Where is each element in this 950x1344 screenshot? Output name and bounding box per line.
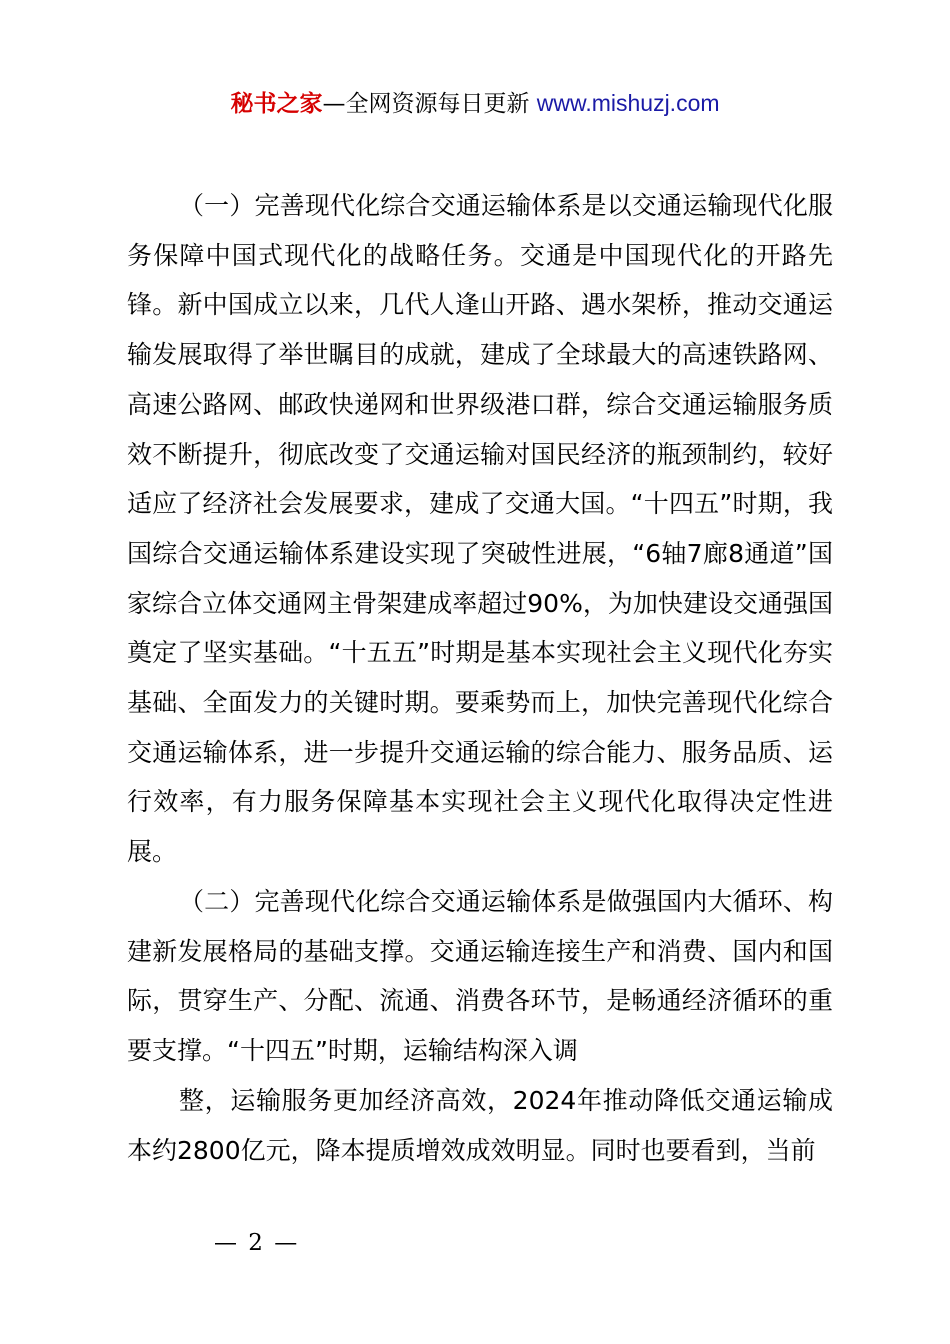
site-header [0,86,950,121]
site-tagline: —全网资源每日更新 [322,91,537,117]
paragraph-continuation: 整，运输服务更加经济高效，2024年推动降低交通运输成本约2800亿元，降本提质增效成效明显。同时也要看到，当前 [127,1086,833,1165]
site-name: 秘书之家 [230,91,323,117]
page-number: — 2 — [214,1230,300,1256]
site-url-link[interactable]: www.mishuzj.com [536,90,720,116]
paragraph-section-two: （二）完善现代化综合交通运输体系是做强国内大循环、构建新发展格局的基础支撑。交通运输连接生产和消费、国内和国际，贯穿生产、分配、流通、消费各环节，是畅通经济循环的重要支撑。“十四五”时期，运输结构深入调 [127,887,833,1066]
paragraph-section-one: （一）完善现代化综合交通运输体系是以交通运输现代化服务保障中国式现代化的战略任务。交通是中国现代化的开路先锋。新中国成立以来，几代人逢山开路、遇水架桥，推动交通运输发展取得了举世瞩目的成就，建成了全球最大的高速铁路网、高速公路网、邮政快递网和世界级港口群，综合交通运输服务质效不断提升，彻底改变了交通运输对国民经济的瓶颈制约，较好适应了经济社会发展要求，建成了交通大国。“十四五”时期，我国综合交通运输体系建设实现了突破性进展，“6轴7廊8通道”国家综合立体交通网主骨架建成率超过90%，为加快建设交通强国奠定了坚实基础。“十五五”时期是基本实现社会主义现代化夯实基础、全面发力的关键时期。要乘势而上，加快完善现代化综合交通运输体系，进一步提升交通运输的综合能力、服务品质、运行效率，有力服务保障基本实现社会主义现代化取得决定性进展。 [127,191,833,867]
